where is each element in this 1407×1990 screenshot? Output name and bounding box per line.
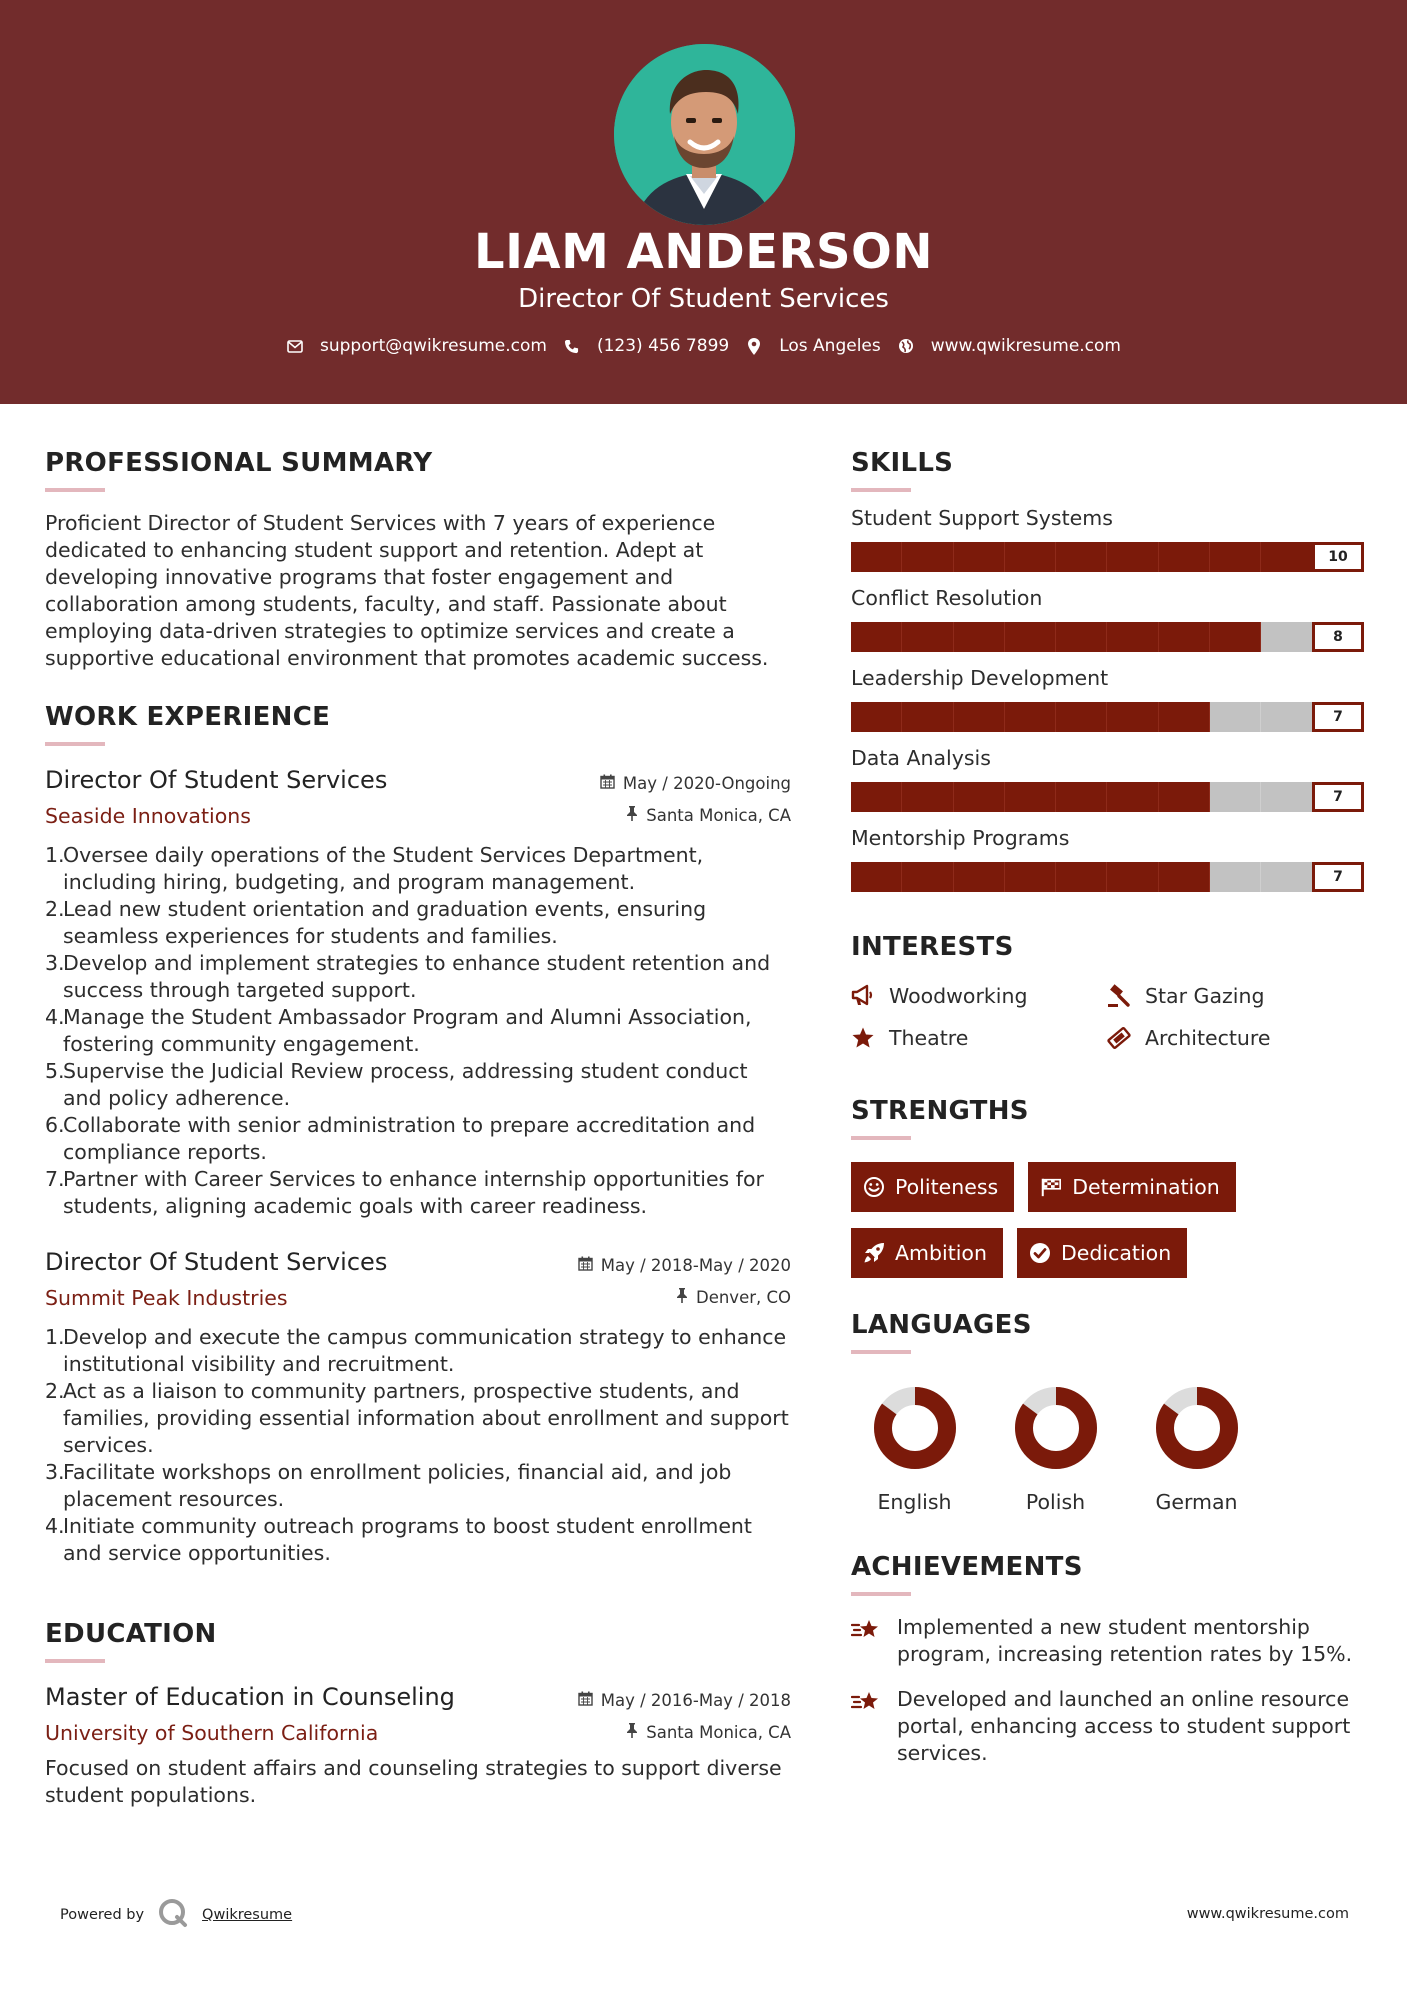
language-name: English xyxy=(877,1490,952,1514)
section-title: PROFESSIONAL SUMMARY xyxy=(45,448,433,478)
section-title: EDUCATION xyxy=(45,1619,217,1649)
strength-name: Ambition xyxy=(895,1241,987,1265)
skill-bar-segment xyxy=(851,862,902,892)
calendar-icon xyxy=(578,1691,593,1710)
education-location-text: Santa Monica, CA xyxy=(646,1723,791,1742)
language-donut xyxy=(871,1384,959,1472)
interest-item xyxy=(1107,1026,1363,1050)
experience-section xyxy=(45,702,791,1567)
left-column xyxy=(45,448,791,1809)
skill-bar-segment xyxy=(1261,862,1312,892)
achievement-item xyxy=(851,1614,1363,1668)
calendar-icon xyxy=(578,1256,593,1275)
job-title: Director Of Student Services xyxy=(45,766,388,794)
gavel-icon xyxy=(1107,984,1131,1008)
section-title: STRENGTHS xyxy=(851,1096,1029,1126)
section-divider xyxy=(851,488,911,492)
contact-email[interactable] xyxy=(286,336,547,356)
skill-score: 10 xyxy=(1312,542,1364,572)
section-title: LANGUAGES xyxy=(851,1310,1032,1340)
education-description: Focused on student affairs and counseling strategies to support diverse student populations. xyxy=(45,1756,782,1807)
language-name: Polish xyxy=(1025,1490,1086,1514)
education-section xyxy=(45,1619,791,1809)
achievement-text: Implemented a new student mentorship program, increasing retention rates by 15%. xyxy=(897,1615,1353,1666)
skill-bar-segment xyxy=(1261,622,1312,652)
interest-name: Theatre xyxy=(889,1026,969,1050)
skill-bar-segment xyxy=(1056,622,1107,652)
envelope-icon xyxy=(286,337,304,355)
skill-item xyxy=(851,586,1363,652)
job-company: Seaside Innovations xyxy=(45,804,251,828)
skill-bar-segment xyxy=(1261,702,1312,732)
skill-name: Conflict Resolution xyxy=(851,586,1043,610)
job-location xyxy=(626,806,791,825)
contact-website-text: www.qwikresume.com xyxy=(930,336,1121,356)
skill-bar-segment xyxy=(1210,702,1261,732)
strengths-section xyxy=(851,1096,1363,1278)
section-title: INTERESTS xyxy=(851,932,1014,962)
list-item: 2. Act as a liaison to community partners, prospective students, and families, providing essential information about enrollment and support services. xyxy=(45,1379,789,1457)
skill-name: Student Support Systems xyxy=(851,506,1113,530)
shooting-star-icon xyxy=(851,1616,883,1644)
skill-bar-segment xyxy=(1107,862,1158,892)
strengths-list xyxy=(851,1162,1363,1278)
education-location xyxy=(626,1723,791,1742)
map-pin-icon xyxy=(745,337,763,355)
skill-bar-segment xyxy=(1005,542,1056,572)
skill-bar-segment xyxy=(1056,542,1107,572)
qwikresume-logo-icon xyxy=(158,1898,188,1932)
skill-bar xyxy=(851,622,1364,652)
section-divider xyxy=(851,1350,911,1354)
skill-bar-segment xyxy=(1056,862,1107,892)
skill-bar-segment xyxy=(851,542,902,572)
skill-bar xyxy=(851,542,1364,572)
skill-bar-segment xyxy=(1261,782,1312,812)
school-name: University of Southern California xyxy=(45,1721,379,1745)
list-item: 1. Develop and execute the campus communication strategy to enhance institutional visibility and recruitment. xyxy=(45,1325,787,1376)
list-item: 4. Manage the Student Ambassador Program and Alumni Association, fostering community engagement. xyxy=(45,1005,752,1056)
skill-bar-segment xyxy=(902,542,953,572)
job-location-text: Santa Monica, CA xyxy=(646,806,791,825)
skills-list xyxy=(851,506,1363,892)
skill-bar-segment xyxy=(954,622,1005,652)
profile-photo xyxy=(614,44,795,225)
footer-powered-by xyxy=(60,1898,292,1932)
strength-name: Determination xyxy=(1072,1175,1220,1199)
language-item xyxy=(1111,1384,1282,1514)
skill-bar-segment xyxy=(1159,782,1210,812)
contact-email-text: support@qwikresume.com xyxy=(320,336,547,356)
job-date xyxy=(578,1256,791,1275)
skills-section xyxy=(851,448,1363,892)
list-item: 7. Partner with Career Services to enhance internship opportunities for students, aligning academic goals with career readiness. xyxy=(45,1167,764,1218)
language-donut xyxy=(1153,1384,1241,1472)
skill-bar-segment xyxy=(851,622,902,652)
skill-bar-segment xyxy=(954,782,1005,812)
person-avatar-icon xyxy=(614,44,795,225)
skill-bar-segment xyxy=(1107,622,1158,652)
pushpin-icon xyxy=(626,1723,638,1742)
contact-bar xyxy=(0,336,1407,356)
list-item: 2. Lead new student orientation and graduation events, ensuring seamless experiences for students and families. xyxy=(45,897,707,948)
skill-bar-segment xyxy=(954,862,1005,892)
skill-bar-segment xyxy=(1210,622,1261,652)
contact-phone[interactable] xyxy=(563,336,729,356)
skill-bar-segment xyxy=(851,782,902,812)
job-location-text: Denver, CO xyxy=(695,1288,791,1307)
skill-bar-segment xyxy=(902,862,953,892)
skill-bar-segment xyxy=(1107,542,1158,572)
skill-item xyxy=(851,666,1363,732)
job-date-text: May / 2020-Ongoing xyxy=(622,774,791,793)
job-title: Director Of Student Services xyxy=(45,1248,388,1276)
achievement-item xyxy=(851,1686,1363,1767)
list-item: 3. Develop and implement strategies to enhance student retention and success through targeted support. xyxy=(45,951,771,1002)
interest-name: Architecture xyxy=(1145,1026,1271,1050)
skill-bar-segment xyxy=(1159,542,1210,572)
section-title: ACHIEVEMENTS xyxy=(851,1552,1083,1582)
list-item: 3. Facilitate workshops on enrollment policies, financial aid, and job placement resources. xyxy=(45,1460,732,1511)
section-divider xyxy=(851,1592,911,1596)
skill-bar-segment xyxy=(902,622,953,652)
candidate-name: LIAM ANDERSON xyxy=(473,224,934,280)
skill-score: 7 xyxy=(1312,702,1364,732)
smile-icon xyxy=(863,1176,885,1198)
languages-section xyxy=(851,1310,1363,1514)
skill-score: 7 xyxy=(1312,782,1364,812)
strength-chip xyxy=(1017,1228,1187,1278)
pushpin-icon xyxy=(676,1288,688,1307)
achievement-text: Developed and launched an online resource portal, enhancing access to student support services. xyxy=(897,1687,1351,1765)
interest-item xyxy=(851,984,1107,1008)
skill-item xyxy=(851,826,1363,892)
achievements-section xyxy=(851,1552,1363,1767)
degree-title: Master of Education in Counseling xyxy=(45,1683,455,1711)
skill-bar-segment xyxy=(1056,702,1107,732)
language-name: German xyxy=(1155,1490,1238,1514)
contact-phone-text: (123) 456 7899 xyxy=(596,336,730,356)
skill-name: Data Analysis xyxy=(851,746,991,770)
ticket-icon xyxy=(1107,1026,1131,1050)
resume-header xyxy=(0,0,1407,404)
strength-chip xyxy=(851,1162,1014,1212)
education-date xyxy=(578,1691,791,1710)
strength-chip xyxy=(1028,1162,1236,1212)
skill-score: 7 xyxy=(1312,862,1364,892)
contact-location-text: Los Angeles xyxy=(779,336,881,356)
skill-item xyxy=(851,506,1363,572)
job-company: Summit Peak Industries xyxy=(45,1286,288,1310)
candidate-headline: Director Of Student Services xyxy=(518,284,889,314)
skill-bar-segment xyxy=(954,702,1005,732)
section-title: SKILLS xyxy=(851,448,954,478)
interest-name: Woodworking xyxy=(889,984,1028,1008)
skill-score: 8 xyxy=(1312,622,1364,652)
interest-item xyxy=(1107,984,1363,1008)
section-title: WORK EXPERIENCE xyxy=(45,702,331,732)
list-item: 5. Supervise the Judicial Review process, addressing student conduct and policy adherence. xyxy=(45,1059,748,1110)
check-circle-icon xyxy=(1029,1242,1051,1264)
skill-bar-segment xyxy=(902,702,953,732)
interests-grid xyxy=(851,984,1363,1050)
interests-section xyxy=(851,932,1363,1050)
section-divider xyxy=(45,1659,105,1663)
strength-name: Dedication xyxy=(1060,1241,1172,1265)
skill-bar-segment xyxy=(1107,702,1158,732)
strength-name: Politeness xyxy=(895,1175,999,1199)
powered-by-label: Powered by xyxy=(60,1907,145,1923)
section-divider xyxy=(45,488,105,492)
strength-chip xyxy=(851,1228,1003,1278)
job-entry xyxy=(45,1248,791,1567)
skill-item xyxy=(851,746,1363,812)
skill-bar-segment xyxy=(1210,542,1261,572)
list-item: 6. Collaborate with senior administration to prepare accreditation and compliance reports. xyxy=(45,1113,756,1164)
list-item: 4. Initiate community outreach programs to boost student enrollment and service opportunities. xyxy=(45,1514,752,1565)
skill-name: Mentorship Programs xyxy=(851,826,1070,850)
job-location xyxy=(676,1288,791,1307)
footer-website-link[interactable]: www.qwikresume.com xyxy=(1186,1906,1349,1922)
section-divider xyxy=(851,1136,911,1140)
interest-item xyxy=(851,1026,1107,1050)
flag-icon xyxy=(1040,1176,1062,1198)
megaphone-icon xyxy=(851,984,875,1008)
skill-bar-segment xyxy=(1210,862,1261,892)
skill-bar-segment xyxy=(902,782,953,812)
skill-bar-segment xyxy=(1107,782,1158,812)
skill-bar xyxy=(851,862,1364,892)
education-date-text: May / 2016-May / 2018 xyxy=(600,1691,791,1710)
skill-bar-segment xyxy=(1159,622,1210,652)
footer-brand-link[interactable]: Qwikresume xyxy=(202,1907,293,1923)
summary-text: Proficient Director of Student Services with 7 years of experience dedicated to enhancing student support and retention. Adept at developing innovative programs that foster engagement and collaboration among students, faculty, and staff. Passionate about employing data-driven strategies to optimize services and create a supportive educational environment that promotes academic success. xyxy=(45,511,769,670)
job-entry xyxy=(45,766,791,1220)
skill-bar-segment xyxy=(1005,862,1056,892)
skill-bar-segment xyxy=(1005,702,1056,732)
star-icon xyxy=(851,1026,875,1050)
job-bullets xyxy=(45,1324,791,1567)
skill-bar-segment xyxy=(1056,782,1107,812)
skill-bar xyxy=(851,702,1364,732)
skill-bar-segment xyxy=(1261,542,1312,572)
job-date xyxy=(600,774,791,793)
interest-name: Star Gazing xyxy=(1145,984,1265,1008)
contact-website[interactable] xyxy=(897,336,1121,356)
skill-name: Leadership Development xyxy=(851,666,1109,690)
skill-bar-segment xyxy=(1159,702,1210,732)
right-column xyxy=(851,448,1363,1767)
skill-bar-segment xyxy=(1005,782,1056,812)
list-item: 1. Oversee daily operations of the Student Services Department, including hiring, budgeting, and program management. xyxy=(45,843,704,894)
skill-bar-segment xyxy=(1005,622,1056,652)
skill-bar xyxy=(851,782,1364,812)
summary-section xyxy=(45,448,791,672)
job-date-text: May / 2018-May / 2020 xyxy=(600,1256,791,1275)
education-entry xyxy=(45,1683,791,1809)
languages-list xyxy=(851,1384,1363,1514)
pushpin-icon xyxy=(626,806,638,825)
skill-bar-segment xyxy=(1159,862,1210,892)
contact-location xyxy=(745,336,881,356)
language-donut xyxy=(1012,1384,1100,1472)
phone-icon xyxy=(563,337,581,355)
globe-icon xyxy=(897,337,915,355)
skill-bar-segment xyxy=(1210,782,1261,812)
job-bullets xyxy=(45,842,791,1220)
skill-bar-segment xyxy=(851,702,902,732)
skill-bar-segment xyxy=(954,542,1005,572)
rocket-icon xyxy=(863,1242,885,1264)
section-divider xyxy=(45,742,105,746)
shooting-star-icon xyxy=(851,1688,883,1716)
calendar-icon xyxy=(600,774,615,793)
